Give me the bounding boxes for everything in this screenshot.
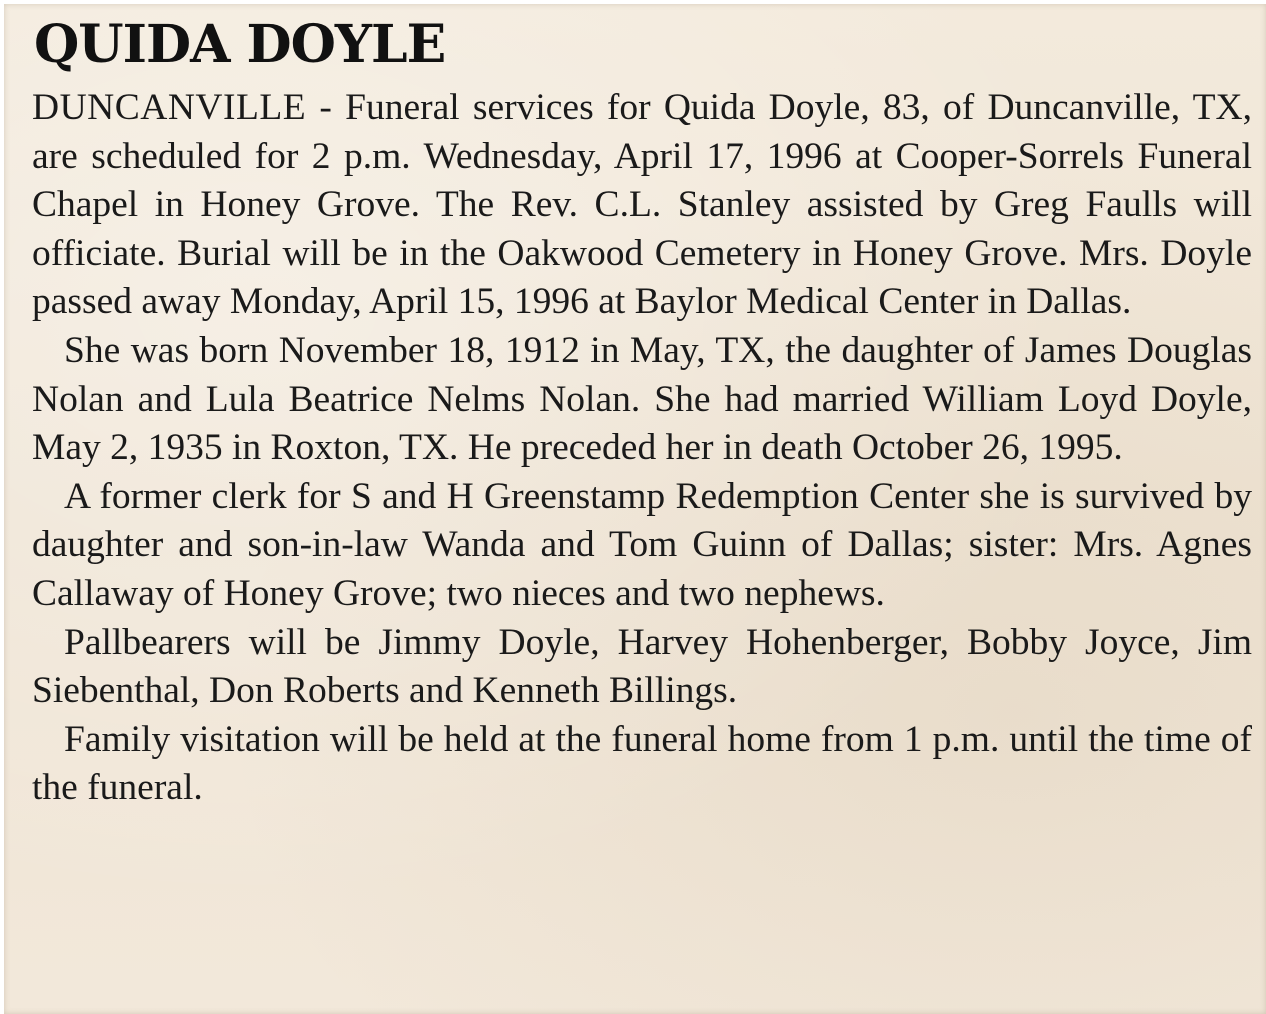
paragraph-visitation: Family visitation will be held at the funeral home from 1 p.m. until the time of the funeral. (32, 718, 1252, 809)
dateline: DUNCANVILLE (32, 87, 307, 128)
obituary-headline: QUIDA DOYLE (34, 14, 446, 75)
obituary-article (32, 84, 1252, 813)
paragraph-survivors: A former clerk for S and H Greenstamp Redemption Center she is survived by daughter and son-in-law Wanda and Tom Guinn of Dallas; sister: Mrs. Agnes Callaway of Honey Grove; two nieces and two nephews. (32, 475, 1252, 614)
paragraph-birth-marriage: She was born November 18, 1912 in May, TX, the daughter of James Douglas Nolan and Lula Beatrice Nelms Nolan. She had married William Loyd Doyle, May 2, 1935 in Roxton, TX. He preceded her in death October 26, 1995. (32, 329, 1252, 469)
paragraph-funeral-services (32, 84, 1252, 327)
paragraph-funeral-services-text: - Funeral services for Quida Doyle, 83, of Duncanville, TX, are scheduled for 2 p.m. Wednesday, April 17, 1996 at Cooper-Sorrels Funeral Chapel in Honey Grove. The Rev. C.L. Stanley assisted by Greg Faulls will officiate. Burial will be in the Oakwood Cemetery in Honey Grove. Mrs. Doyle passed away Monday, April 15, 1996 at Baylor Medical Center in Dallas. (32, 87, 1252, 323)
paragraph-pallbearers: Pallbearers will be Jimmy Doyle, Harvey Hohenberger, Bobby Joyce, Jim Siebenthal, Don Roberts and Kenneth Billings. (32, 621, 1252, 712)
newspaper-clipping (4, 4, 1266, 1014)
